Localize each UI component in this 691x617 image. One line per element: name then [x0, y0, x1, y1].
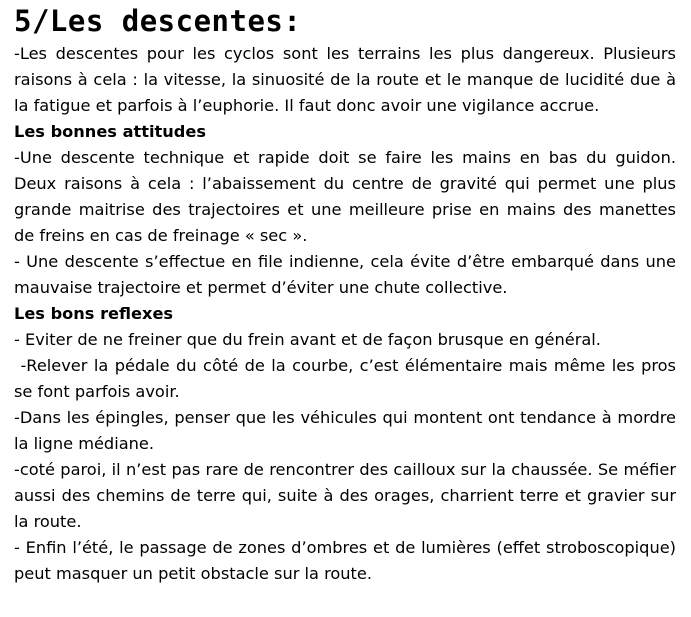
section-heading-attitudes: Les bonnes attitudes — [14, 122, 206, 141]
intro-paragraph: -Les descentes pour les cyclos sont les terrains les plus dangereux. Plusieurs raisons à cela : la vitesse, la sinuosité de la route et le manque de lucidité due à la fatigue et parfois à l’euphorie. Il faut donc avoir une vigilance accrue. — [14, 44, 676, 115]
page-title: 5/Les descentes: — [14, 4, 302, 38]
attitudes-paragraph-1: -Une descente technique et rapide doit se faire les mains en bas du guidon. Deux raisons à cela : l’abaissement du centre de gravité qui permet une plus grande maitrise des trajectoires et une meilleure prise en mains des manettes de freins en cas de freinage « sec ». — [14, 148, 676, 245]
document-page — [14, 4, 687, 587]
reflexes-paragraph-4: -coté paroi, il n’est pas rare de rencontrer des cailloux sur la chaussée. Se méfier aussi des chemins de terre qui, suite à des orages, charrient terre et gravier sur la route. — [14, 460, 676, 531]
attitudes-paragraph-2: - Une descente s’effectue en file indienne, cela évite d’être embarqué dans une mauvaise trajectoire et permet d’éviter une chute collective. — [14, 252, 676, 297]
reflexes-paragraph-1: - Eviter de ne freiner que du frein avant et de façon brusque en général. — [14, 330, 601, 349]
reflexes-paragraph-3: -Dans les épingles, penser que les véhicules qui montent ont tendance à mordre la ligne médiane. — [14, 408, 676, 453]
section-heading-reflexes: Les bons reflexes — [14, 304, 174, 323]
reflexes-paragraph-2: -Relever la pédale du côté de la courbe, c’est élémentaire mais même les pros se font parfois avoir. — [14, 356, 682, 401]
reflexes-paragraph-5: - Enfin l’été, le passage de zones d’ombres et de lumières (effet stroboscopique) peut masquer un petit obstacle sur la route. — [14, 538, 687, 583]
